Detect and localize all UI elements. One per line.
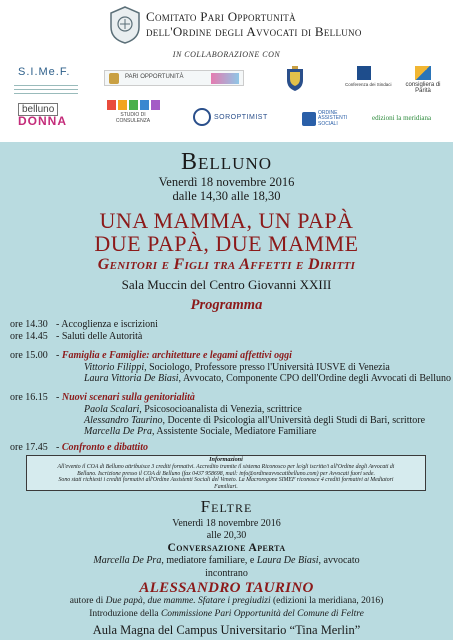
event2-participants: Marcella De Pra, mediatore familiare, e Laura De Biasi, avvocato [93, 555, 360, 566]
org-title-line2: dell'Ordine degli Avvocati di Belluno [146, 24, 362, 39]
event1-date: Venerdì 18 novembre 2016 [158, 175, 295, 189]
simef-logo: S.I.Me.F. [18, 66, 71, 78]
speaker-line: Laura Vittoria De Biasi, Avvocato, Componente CPO dell'Ordine degli Avvocati di Belluno [84, 373, 452, 384]
ordine-assistenti-logo: ORDINE ASSISTENTI SOCIALI [302, 110, 354, 128]
meridiana-logo: edizioni la meridiana [372, 114, 432, 122]
pari-opportunita-logo: PARI OPPORTUNITÀ [104, 70, 244, 86]
programme-item: ore 16.15 - Nuovi scenari sulla genitorialità [10, 392, 195, 403]
speaker-line: Paola Scalari, Psicosocioanalista di Venezia, scrittrice [84, 404, 302, 415]
event2-meet-label: incontrano [205, 568, 248, 579]
event2-hours: alle 20,30 [206, 530, 247, 541]
conferenza-icon [357, 66, 371, 80]
studio-consulenza-logo: STUDIO DI CONSULENZA [103, 100, 163, 124]
collaboration-label: IN COLLABORAZIONE CON [172, 50, 281, 59]
event2-venue: Aula Magna del Campus Universitario “Tina Merlin” [92, 623, 361, 637]
speaker-line: Vittorio Filippi, Sociologo, Professore presso l'Università IUSVE di Venezia [84, 362, 390, 373]
event2-introduction: Introduzione della Commissione Pari Opportunità del Comune di Feltre [89, 609, 364, 619]
header [0, 0, 453, 142]
event2-city: Feltre [200, 497, 253, 516]
event-title-line1: UNA MAMMA, UN PAPÀ [99, 208, 354, 233]
programme-heading: Programma [190, 297, 263, 313]
info-line: Belluno. Iscrizione presso il COA di Belluno (fax 0437 958698, mail: info@ordineavvocatibelluno.com) per Avvocati fuori sede. [77, 470, 375, 477]
bar-seal-icon [108, 5, 142, 45]
programme-item: ore 15.00 - Famiglia e Famiglie: architetture e legami affettivi oggi [10, 350, 292, 361]
info-line: Familiari. [214, 484, 238, 491]
event2-date: Venerdì 18 novembre 2016 [172, 518, 281, 529]
simef-tagline-graphic [14, 82, 78, 92]
event1-hours: dalle 14,30 alle 18,30 [172, 189, 281, 203]
guest-name: ALESSANDRO TAURINO [139, 580, 314, 596]
speaker-line: Alessandro Taurino, Docente di Psicologia all'Università degli Studi di Bari, scrittore [84, 415, 426, 426]
event1-city: Belluno [181, 149, 272, 175]
soroptimist-emblem-icon [193, 108, 211, 126]
guest-book: autore di Due papà, due mamme. Sfatare i pregiudizi (edizioni la meridiana, 2016) [69, 596, 384, 606]
information-box [26, 455, 426, 491]
info-title: Informazioni [209, 456, 243, 463]
event-title-line2: DUE PAPÀ, DUE MAMME [94, 231, 359, 256]
speaker-line: Marcella De Pra, Assistente Sociale, Mediatore Familiare [84, 426, 317, 437]
coat-of-arms-icon [109, 73, 119, 84]
event2-format: Conversazione Aperta [167, 542, 286, 554]
event-subtitle: Genitori e Figli tra Affetti e Diritti [97, 256, 356, 273]
info-line: All'evento il COA di Belluno attribuisce 3 crediti formativi. Accredito tramite il sistema Riconosco per le/gli iscritte/i all'Ordine degli Avvocati di [57, 463, 395, 470]
consigliera-icon [415, 66, 431, 80]
pari-graphic [211, 73, 239, 84]
programme-item: ore 14.45 - Saluti delle Autorità [10, 331, 143, 342]
province-crest-icon [285, 66, 305, 92]
org-title-line1: Comitato Pari Opportunità [146, 9, 296, 24]
event1-venue: Sala Muccin del Centro Giovanni XXIII [121, 277, 332, 292]
programme-item: ore 14.30 - Accoglienza e iscrizioni [10, 319, 158, 330]
programme-item: ore 17.45 - Confronto e dibattito [10, 442, 148, 453]
soroptimist-logo: SOROPTIMIST [193, 108, 268, 126]
consigliera-parita-logo: consigliera di Parità [398, 66, 448, 94]
belluno-donna-logo: belluno DONNA [18, 104, 67, 128]
ordine-icon [302, 112, 316, 126]
info-line: Sono stati richiesti i crediti formativi all'Ordine Assistenti Sociali del Veneto. La Macroregone SIMEF riconosce 4 crediti formativi ai Mediatori [58, 477, 394, 484]
conferenza-logo: Conferenza dei Sindaci [345, 66, 403, 87]
